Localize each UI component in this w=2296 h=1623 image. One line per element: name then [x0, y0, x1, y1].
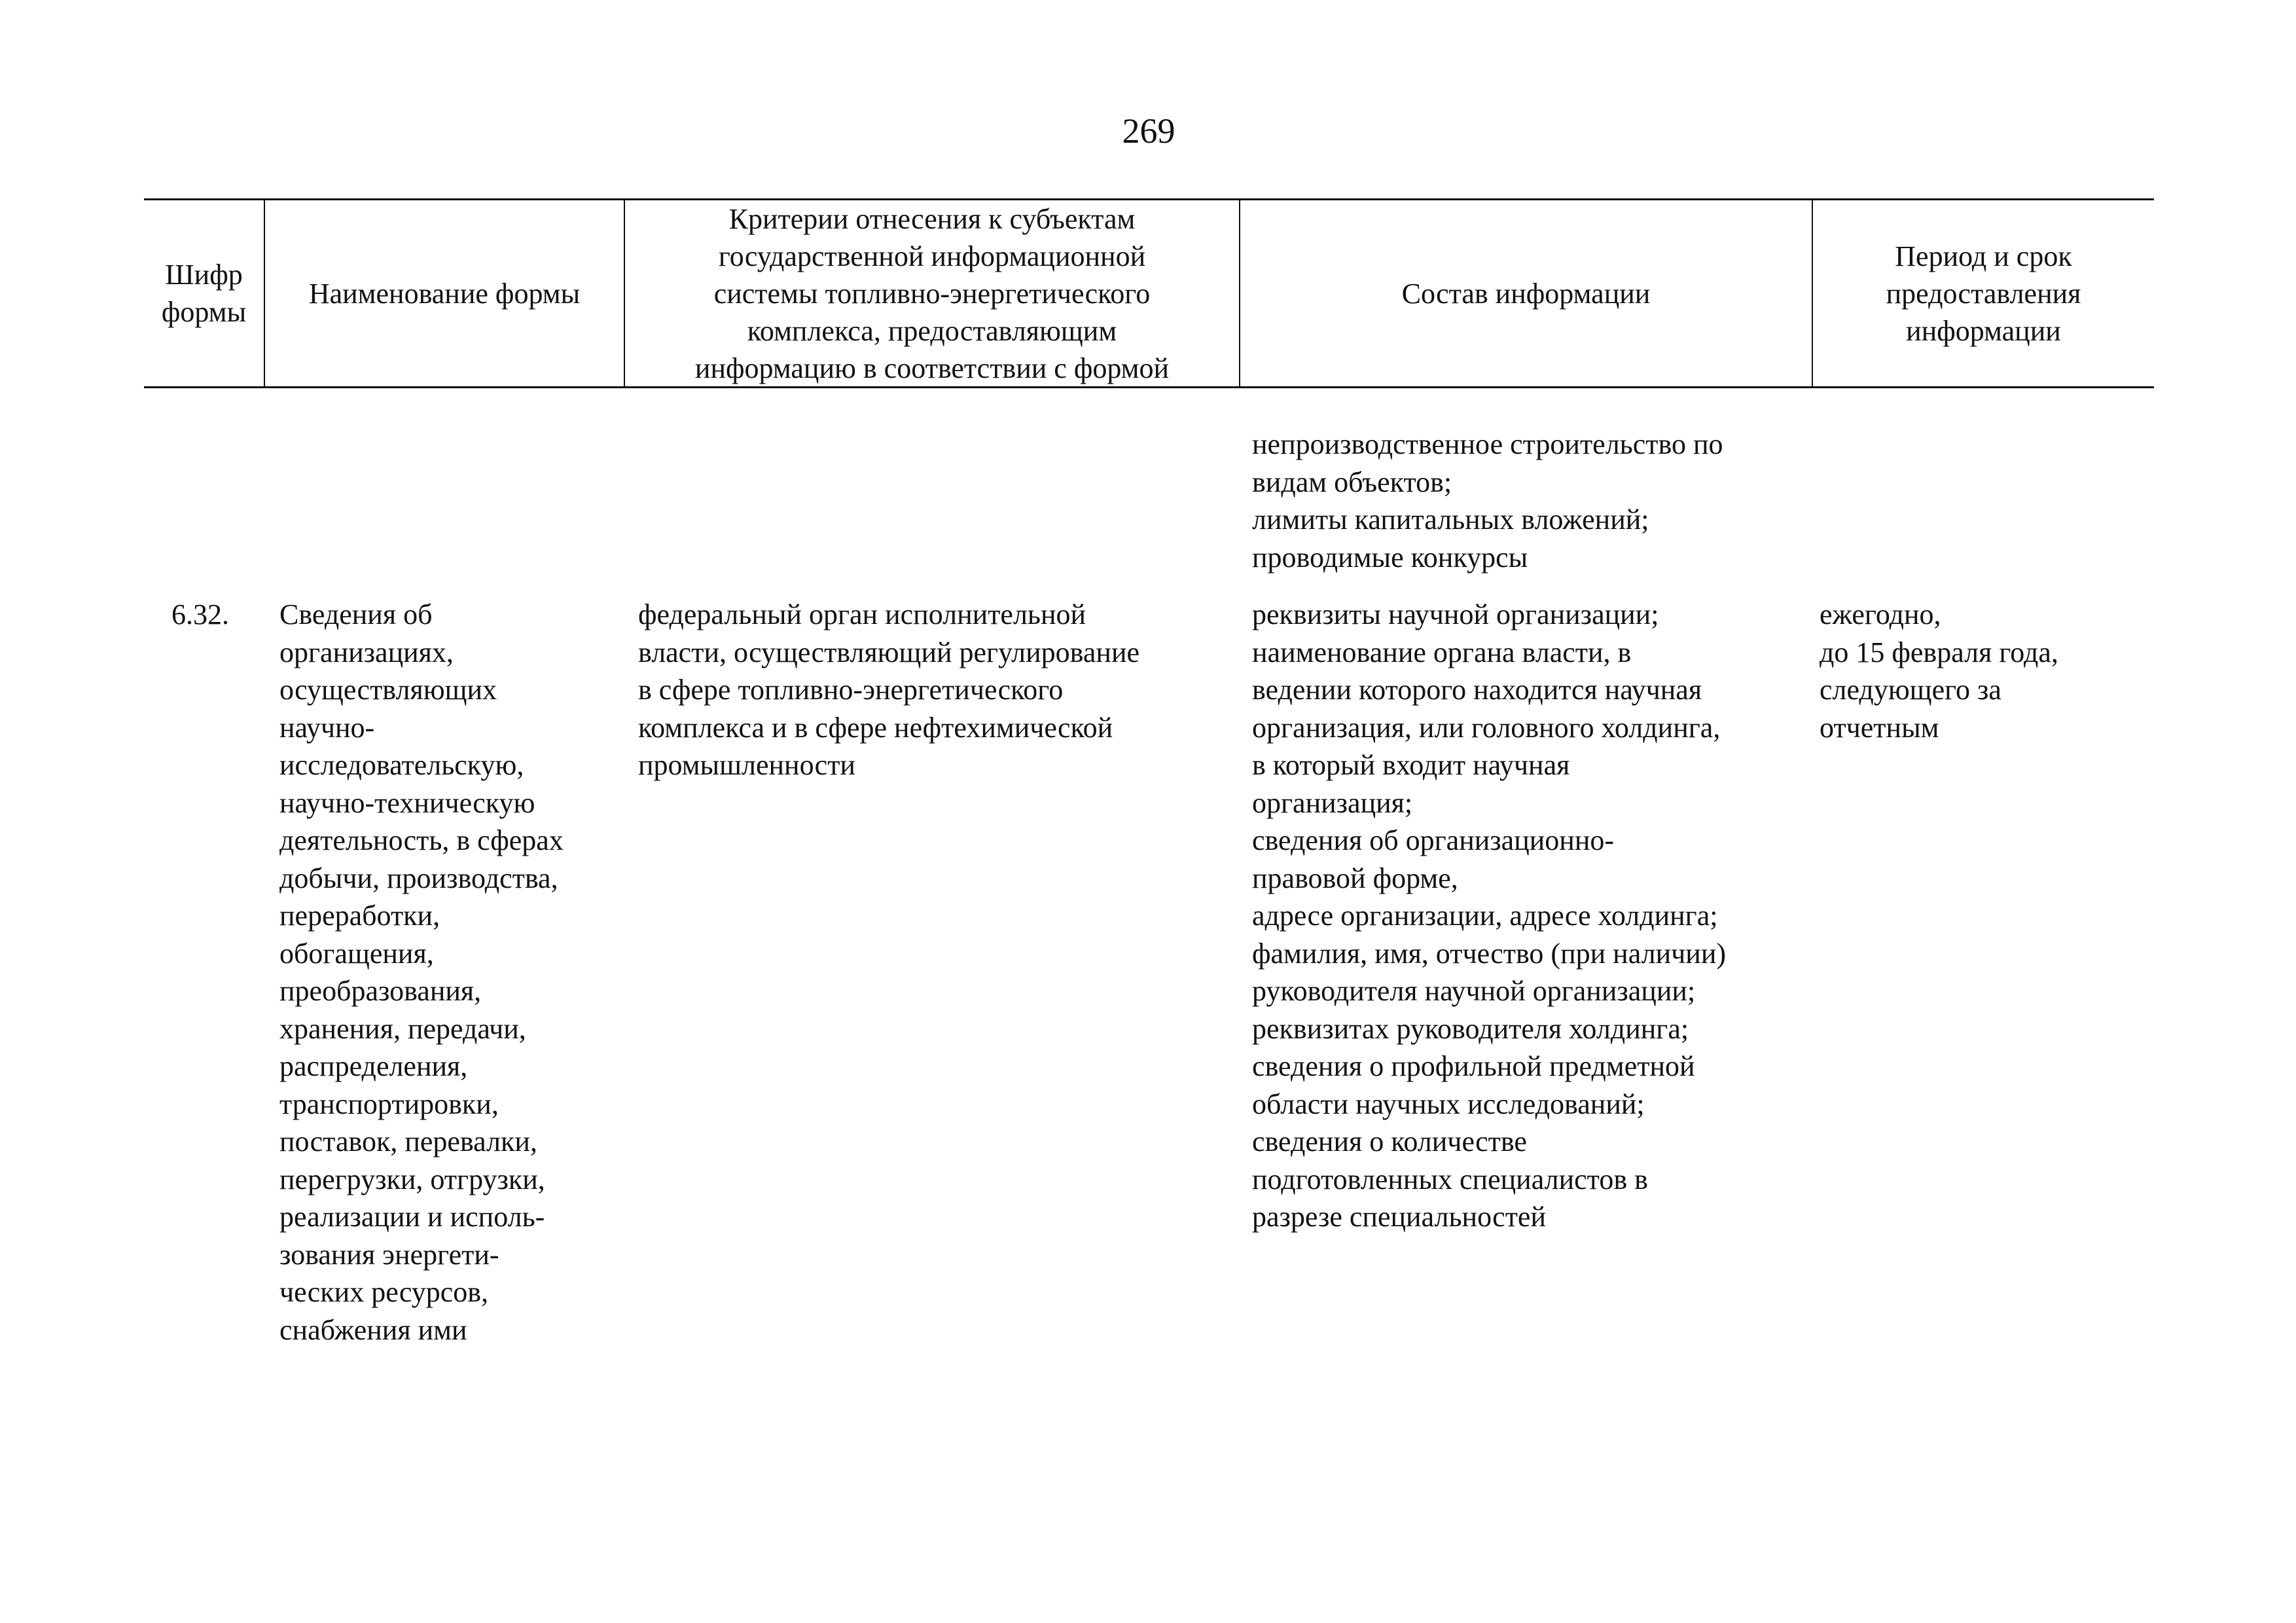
header-content: Состав информации: [1239, 200, 1812, 386]
header-form-code: Шифр формы: [161, 259, 247, 328]
row-form-code: 6.32.: [171, 598, 229, 630]
row-criteria: федеральный орган исполнительной власти, осуществляющий регулирование в сфере топливно-энергетического комплекса и в сфере нефтехимической промышленности: [638, 598, 1140, 781]
continuation-content-cell: непроизводственное строительство по видам объектов; лимиты капитальных вложений; проводимые конкурсы: [1252, 428, 1723, 574]
page-number: 269: [1122, 111, 1175, 151]
row-period: ежегодно, до 15 февраля года, следующего за отчетным: [1820, 598, 2058, 744]
header-form-name: Наименование формы: [264, 200, 624, 386]
row-content: реквизиты научной организации; наименование органа власти, в ведении которого находится научная организация, или головного холдинга, в который входит научная организация; сведения об организационно- правовой форме, адресе организации, адресе холдинга; фамилия, имя, отчество (при наличии) руководителя научной организации; реквизитах руководителя холдинга; сведения о профильной предметной области научных исследований; сведения о количестве подготовленных специалистов в разрезе специальностей: [1252, 598, 1727, 1233]
table-header: [144, 198, 2154, 388]
header-criteria: Критерии отнесения к субъектам государственной информационной системы топливно-энергетического комплекса, предоставляющим информацию в соответствии с формой: [624, 200, 1239, 386]
header-period: Период и срок предоставления информации: [1812, 200, 2154, 386]
row-form-name: Сведения об организациях, осуществляющих научно- исследовательскую, научно-техническую деятельность, в сферах добычи, производства, переработки, обогащения, преобразования, хранения, передачи, распределения, транспортировки, поставок, перевалки, перегрузки, отгрузки, реализации и исполь- зования энергети- ческих ресурсов, снабжения ими: [279, 598, 564, 1346]
